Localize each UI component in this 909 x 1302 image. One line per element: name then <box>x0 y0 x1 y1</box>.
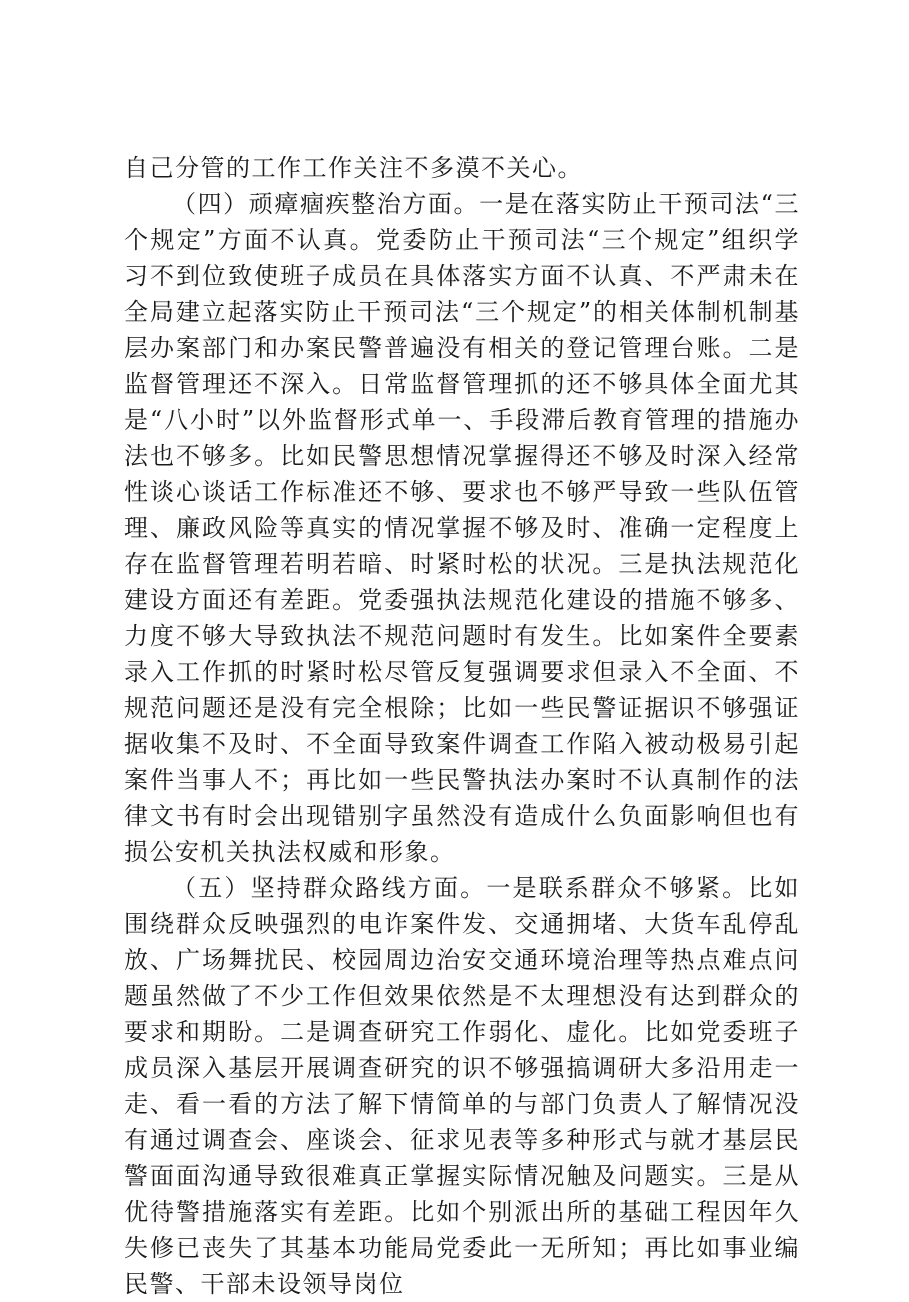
paragraph-section-five: （五）坚持群众路线方面。一是联系群众不够紧。比如围绕群众反映强烈的电诈案件发、交通拥堵、大货车乱停乱放、广场舞扰民、校园周边治安交通环境治理等热点难点问题虽然做了不少工作但效果依然是不太理想没有达到群众的要求和期盼。二是调查研究工作弱化、虚化。比如党委班子成员深入基层开展调查研究的识不够强搞调研大多沿用走一走、看一看的方法了解下情简单的与部门负责人了解情况没有通过调查会、座谈会、征求见表等多种形式与就才基层民警面面沟通导致很难真正掌握实际情况触及问题实。三是从优待警措施落实有差距。比如个别派出所的基础工程因年久失修已丧失了其基本功能局党委此一无所知；再比如事业编民警、干部未设领导岗位 <box>124 874 800 1298</box>
paragraph-continuation: 自己分管的工作工作关注不多漠不关心。 <box>124 154 583 182</box>
document-body <box>124 150 800 1302</box>
paragraph-section-four: （四）顽瘴痼疾整治方面。一是在落实防止干预司法“三个规定”方面不认真。党委防止干预司法“三个规定”组织学习不到位致使班子成员在具体落实方面不认真、不严肃未在全局建立起落实防止干预司法“三个规定”的相关体制机制基层办案部门和办案民警普遍没有相关的登记管理台账。二是监督管理还不深入。日常监督管理抓的还不够具体全面尤其是“八小时”以外监督形式单一、手段滞后教育管理的措施办法也不够多。比如民警思想情况掌握得还不够及时深入经常性谈心谈话工作标准还不够、要求也不够严导致一些队伍管理、廉政风险等真实的情况掌握不够及时、准确一定程度上存在监督管理若明若暗、时紧时松的状况。三是执法规范化建设方面还有差距。党委强执法规范化建设的措施不够多、力度不够大导致执法不规范问题时有发生。比如案件全要素录入工作抓的时紧时松尽管反复强调要求但录入不全面、不规范问题还是没有完全根除；比如一些民警证据识不够强证据收集不及时、不全面导致案件调查工作陷入被动极易引起案件当事人不；再比如一些民警执法办案时不认真制作的法律文书有时会出现错别字虽然没有造成什么负面影响但也有损公安机关执法权威和形象。 <box>124 190 800 866</box>
